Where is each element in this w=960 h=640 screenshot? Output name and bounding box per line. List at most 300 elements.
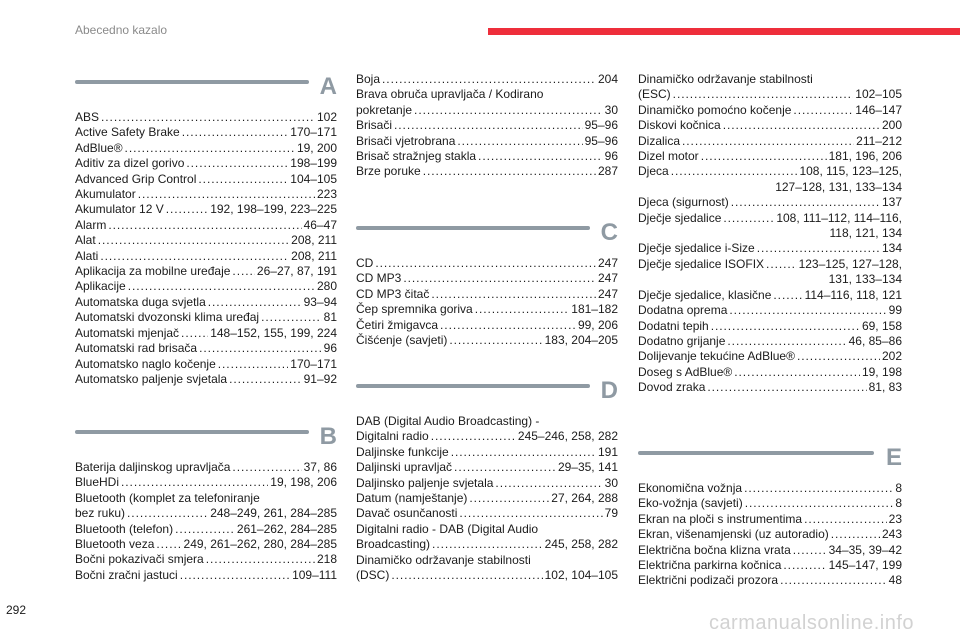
- entry-pages-continued: 118, 121, 134: [829, 226, 902, 241]
- index-entry: [638, 319, 902, 334]
- dot-leader: [451, 445, 596, 460]
- entry-title: Ekran na ploči s instrumentima: [638, 511, 803, 526]
- entry-title: Alarm: [75, 217, 107, 232]
- entry-title: Advanced Grip Control: [75, 171, 197, 186]
- entry-title: Active Safety Brake: [75, 125, 180, 140]
- section-letter: E: [885, 444, 902, 471]
- entry-pages: 211–212: [856, 133, 902, 148]
- index-entry: [356, 333, 618, 348]
- index-entry: [638, 72, 902, 103]
- entry-title: CD MP3: [356, 271, 402, 286]
- index-entry: [356, 491, 618, 506]
- entry-title: Boja: [356, 72, 381, 86]
- index-entry: [75, 279, 337, 294]
- dot-leader: [711, 319, 860, 334]
- entry-pages: 247: [597, 256, 618, 270]
- section-d: [356, 377, 618, 583]
- entry-pages: 145–147, 199: [828, 558, 902, 573]
- index-entry: [356, 302, 618, 317]
- entry-pages: 96: [323, 341, 337, 356]
- dot-leader: [181, 326, 208, 341]
- dot-leader: [793, 103, 853, 118]
- section-letter: D: [600, 377, 618, 404]
- section-b-continued: [356, 72, 618, 180]
- entry-title: Eko-vožnja (savjeti): [638, 496, 743, 511]
- entry-pages: 247: [597, 286, 618, 301]
- entry-pages: 170–171: [290, 125, 337, 140]
- dot-leader: [731, 195, 880, 210]
- section-letter: B: [319, 423, 337, 450]
- entry-title: Broadcasting): [356, 537, 431, 552]
- dot-leader: [744, 481, 893, 496]
- index-entry: [356, 149, 618, 164]
- entry-title: Dinamičko pomoćno kočenje: [638, 102, 792, 117]
- dot-leader: [182, 125, 289, 140]
- index-entry: [638, 543, 902, 558]
- index-entry: [638, 334, 902, 349]
- entry-pages: 200: [881, 118, 902, 133]
- entry-pages: 99, 206: [577, 317, 618, 332]
- dot-leader: [391, 568, 542, 583]
- entry-pages: 202: [881, 349, 902, 364]
- dot-leader: [701, 149, 827, 164]
- index-entry: [356, 271, 618, 286]
- dot-leader: [127, 506, 208, 521]
- entry-pages: 23: [888, 511, 902, 526]
- dot-leader: [218, 357, 289, 372]
- index-entry: [638, 134, 902, 149]
- entry-pages: 104–105: [290, 171, 337, 186]
- entry-pages: 148–152, 155, 199, 224: [210, 325, 337, 340]
- entry-title: Automatski dvozonski klima uređaj: [75, 310, 260, 325]
- entry-title: Automatska duga svjetla: [75, 294, 206, 309]
- entry-title: Digitalni radio: [356, 429, 429, 444]
- entry-title: CD: [356, 256, 374, 270]
- dot-leader: [128, 279, 315, 294]
- entry-title: Dječje sjedalice, klasične: [638, 287, 772, 302]
- entry-pages: 114–116, 118, 121: [804, 287, 902, 302]
- index-entry: [638, 164, 902, 195]
- dot-leader: [682, 134, 854, 149]
- dot-leader: [495, 476, 602, 491]
- dot-leader: [793, 543, 827, 558]
- dot-leader: [457, 134, 582, 149]
- section-letter: C: [600, 219, 618, 246]
- index-entry: [356, 72, 618, 87]
- dot-leader: [98, 233, 289, 248]
- dot-leader: [232, 264, 255, 279]
- entry-pages: 95–96: [584, 118, 618, 133]
- entry-pages: 99: [888, 303, 902, 318]
- dot-leader: [199, 341, 322, 356]
- dot-leader: [394, 118, 583, 133]
- section-a: [75, 73, 337, 387]
- entry-pages: 46–47: [303, 217, 337, 232]
- index-entry: [356, 522, 618, 553]
- dot-leader: [432, 537, 543, 552]
- index-entry: [75, 537, 337, 552]
- entry-title: Davač osunčanosti: [356, 506, 458, 521]
- index-entry: [356, 506, 618, 521]
- entry-title: Dovod zraka: [638, 380, 706, 395]
- entry-title: Dodatni tepih: [638, 318, 709, 333]
- entry-pages: 123–125, 127–128,: [798, 256, 902, 271]
- entry-title: (DSC): [356, 568, 390, 583]
- index-entry: [356, 134, 618, 149]
- entry-pages: 19, 198, 206: [270, 475, 337, 490]
- dot-leader: [100, 249, 289, 264]
- entry-pages: 198–199: [290, 156, 337, 171]
- index-entry: [75, 202, 337, 217]
- index-entry: [75, 172, 337, 187]
- dot-leader: [382, 72, 596, 87]
- entry-title: Daljinski upravljač: [356, 460, 453, 475]
- index-entry: [638, 195, 902, 210]
- index-list: [356, 72, 618, 180]
- entry-title: Daljinsko paljenje svjetala: [356, 475, 494, 490]
- index-entry: [75, 326, 337, 341]
- dot-leader: [423, 164, 596, 179]
- entry-title: Aplikacije: [75, 279, 126, 294]
- index-entry: [638, 481, 902, 496]
- entry-pages: 191: [597, 444, 618, 459]
- index-entry: [356, 460, 618, 475]
- entry-pages: 95–96: [584, 133, 618, 148]
- entry-title: Automatski rad brisača: [75, 341, 198, 356]
- entry-pages: 91–92: [303, 371, 337, 386]
- dot-leader: [797, 349, 880, 364]
- entry-title-line: Digitalni radio - DAB (Digital Audio: [356, 521, 539, 536]
- index-entry: [75, 141, 337, 156]
- entry-pages: 146–147: [855, 102, 902, 117]
- entry-pages-continued: 131, 133–134: [828, 272, 902, 287]
- entry-pages: 81, 83: [868, 380, 902, 395]
- entry-title: BlueHDi: [75, 475, 120, 490]
- entry-pages: 137: [881, 195, 902, 210]
- index-entry: [356, 164, 618, 179]
- index-entry: [638, 573, 902, 588]
- page-number: 292: [6, 603, 27, 617]
- dot-leader: [459, 506, 602, 521]
- entry-title: Djeca: [638, 164, 669, 179]
- header-accent-bar: [488, 28, 960, 35]
- section-e: [638, 444, 902, 589]
- section-letter: A: [319, 73, 337, 100]
- entry-pages: 34–35, 39–42: [828, 542, 902, 557]
- dot-leader: [156, 537, 181, 552]
- index-entry: [75, 522, 337, 537]
- dot-leader: [766, 257, 797, 272]
- dot-leader: [375, 256, 596, 271]
- index-list: [75, 110, 337, 387]
- entry-title-line: DAB (Digital Audio Broadcasting) -: [356, 414, 540, 428]
- entry-pages: 249, 261–262, 280, 284–285: [183, 537, 337, 552]
- index-entry: [75, 568, 337, 583]
- entry-title: Dječje sjedalice: [638, 210, 722, 225]
- entry-title-line: Bluetooth (komplet za telefoniranje: [75, 490, 260, 505]
- index-entry: [356, 318, 618, 333]
- index-entry: [75, 357, 337, 372]
- dot-leader: [449, 333, 542, 348]
- entry-pages: 8: [895, 481, 902, 495]
- entry-pages: 46, 85–86: [848, 333, 902, 348]
- entry-pages: 192, 198–199, 223–225: [210, 202, 337, 217]
- entry-pages: 280: [316, 279, 337, 294]
- entry-pages: 30: [604, 475, 618, 490]
- entry-pages: 243: [881, 527, 902, 542]
- index-entry: [75, 110, 337, 125]
- dot-leader: [403, 271, 596, 286]
- entry-title: Bluetooth (telefon): [75, 521, 174, 536]
- index-entry: [638, 527, 902, 542]
- entry-pages: 81: [323, 310, 337, 325]
- entry-title: pokretanje: [356, 102, 413, 117]
- dot-leader: [723, 211, 774, 226]
- index-entry: [75, 249, 337, 264]
- entry-pages: 69, 158: [861, 318, 902, 333]
- dot-leader: [208, 295, 302, 310]
- entry-title: Automatsko paljenje svjetala: [75, 371, 228, 386]
- entry-title: AdBlue®: [75, 140, 123, 155]
- entry-title: CD MP3 čitač: [356, 286, 430, 301]
- entry-title: Doseg s AdBlue®: [638, 364, 733, 379]
- entry-pages-continued: 127–128, 131, 133–134: [775, 179, 902, 194]
- entry-title: Dizel motor: [638, 149, 699, 164]
- index-entry: [356, 476, 618, 491]
- entry-title: Aplikacija za mobilne uređaje: [75, 264, 231, 279]
- entry-pages: 204: [597, 72, 618, 86]
- dot-leader: [707, 380, 866, 395]
- entry-pages: 218: [316, 552, 337, 567]
- entry-pages: 37, 86: [303, 460, 337, 474]
- index-entry: [638, 496, 902, 511]
- entry-pages: 247: [597, 271, 618, 286]
- entry-title: Ekran, višenamjenski (uz autoradio): [638, 527, 829, 542]
- section-divider: [75, 80, 309, 84]
- dot-leader: [469, 491, 549, 506]
- dot-leader: [431, 429, 516, 444]
- index-entry: [75, 475, 337, 490]
- entry-pages: 181, 196, 206: [828, 149, 902, 164]
- section-header: [356, 377, 618, 414]
- entry-title: Čep spremnika goriva: [356, 302, 473, 317]
- dot-leader: [783, 558, 826, 573]
- index-entry: [638, 303, 902, 318]
- dot-leader: [723, 118, 880, 133]
- entry-title: Dolijevanje tekućine AdBlue®: [638, 349, 795, 364]
- entry-title: Brze poruke: [356, 164, 421, 179]
- dot-leader: [757, 241, 880, 256]
- index-entry: [75, 372, 337, 387]
- entry-title-line: Dinamičko održavanje stabilnosti: [638, 72, 813, 86]
- entry-title: Dodatna oprema: [638, 303, 728, 318]
- dot-leader: [727, 334, 846, 349]
- entry-pages: 102: [316, 110, 337, 124]
- index-entry: [356, 287, 618, 302]
- dot-leader: [673, 87, 854, 102]
- index-entry: [638, 149, 902, 164]
- index-entry: [75, 125, 337, 140]
- index-entry: [356, 414, 618, 445]
- dot-leader: [729, 303, 886, 318]
- entry-pages: 8: [895, 496, 902, 511]
- dot-leader: [734, 365, 860, 380]
- index-entry: [638, 365, 902, 380]
- entry-title: Četiri žmigavca: [356, 317, 439, 332]
- section-header: [75, 423, 337, 460]
- dot-leader: [414, 103, 603, 118]
- entry-pages: 170–171: [290, 356, 337, 371]
- index-entry: [638, 512, 902, 527]
- entry-title: Bočni zračni jastuci: [75, 567, 178, 582]
- dot-leader: [206, 552, 315, 567]
- index-entry: [638, 380, 902, 395]
- dot-leader: [232, 460, 301, 475]
- index-entry: [75, 264, 337, 279]
- entry-title: Dodatno grijanje: [638, 333, 726, 348]
- index-entry: [356, 118, 618, 133]
- entry-pages: 102–105: [855, 87, 902, 102]
- entry-title: Automatski mjenjač: [75, 325, 180, 340]
- entry-pages: 208, 211: [291, 233, 337, 248]
- dot-leader: [138, 187, 315, 202]
- entry-pages: 208, 211: [291, 248, 337, 263]
- dot-leader: [261, 310, 322, 325]
- entry-title: Električna bočna klizna vrata: [638, 542, 791, 557]
- index-entry: [638, 118, 902, 133]
- entry-pages: 261–262, 284–285: [236, 521, 337, 536]
- entry-title: Automatsko naglo kočenje: [75, 356, 216, 371]
- entry-pages: 79: [604, 506, 618, 521]
- section-d-continued: [638, 72, 902, 396]
- entry-title: Daljinske funkcije: [356, 444, 449, 459]
- index-list: [638, 72, 902, 396]
- index-entry: [75, 295, 337, 310]
- index-entry: [75, 233, 337, 248]
- dot-leader: [175, 522, 235, 537]
- index-entry: [638, 103, 902, 118]
- index-entry: [638, 349, 902, 364]
- index-list: [356, 256, 618, 348]
- index-entry: [75, 156, 337, 171]
- dot-leader: [101, 110, 315, 125]
- dot-leader: [831, 527, 880, 542]
- watermark: carmanualsonline.info: [708, 612, 914, 634]
- entry-pages: 183, 204–205: [544, 333, 618, 348]
- dot-leader: [780, 573, 887, 588]
- entry-pages: 181–182: [571, 302, 618, 317]
- entry-title: Brisači vjetrobrana: [356, 133, 456, 148]
- index-list: [356, 414, 618, 583]
- entry-title: Aditiv za dizel gorivo: [75, 156, 185, 171]
- entry-title: Brisač stražnjeg stakla: [356, 149, 477, 164]
- index-entry: [356, 87, 618, 118]
- entry-title: Alati: [75, 248, 99, 263]
- entry-title: Djeca (sigurnost): [638, 195, 729, 210]
- dot-leader: [804, 512, 887, 527]
- entry-title: Električna parkirna kočnica: [638, 558, 782, 573]
- section-c: [356, 219, 618, 348]
- index-entry: [356, 553, 618, 584]
- dot-leader: [121, 475, 268, 490]
- dot-leader: [229, 372, 302, 387]
- entry-title: Čišćenje (savjeti): [356, 333, 448, 348]
- entry-title: Dizalica: [638, 133, 681, 148]
- entry-title: Alat: [75, 233, 96, 248]
- entry-title: Baterija daljinskog upravljača: [75, 460, 231, 474]
- index-entry: [638, 211, 902, 242]
- entry-pages: 102, 104–105: [544, 568, 618, 583]
- dot-leader: [186, 156, 288, 171]
- entry-title: bez ruku): [75, 506, 126, 521]
- entry-pages: 108, 115, 123–125,: [799, 164, 902, 179]
- index-entry: [638, 558, 902, 573]
- section-header: [638, 444, 902, 481]
- entry-pages: 245–246, 258, 282: [517, 429, 618, 444]
- entry-title: Dječje sjedalice ISOFIX: [638, 256, 765, 271]
- dot-leader: [475, 302, 570, 317]
- entry-title: Datum (namještanje): [356, 491, 468, 506]
- entry-pages: 109–111: [292, 567, 337, 582]
- entry-title-line: Dinamičko održavanje stabilnosti: [356, 552, 531, 567]
- dot-leader: [431, 287, 596, 302]
- index-entry: [638, 288, 902, 303]
- entry-title: Električni podizači prozora: [638, 573, 779, 588]
- entry-pages: 108, 111–112, 114–116,: [776, 210, 902, 225]
- index-entry: [75, 491, 337, 522]
- index-list: [638, 481, 902, 589]
- section-header: [356, 219, 618, 256]
- index-entry: [75, 218, 337, 233]
- entry-title: Ekonomična vožnja: [638, 481, 743, 495]
- dot-leader: [108, 218, 301, 233]
- entry-pages: 30: [604, 102, 618, 117]
- dot-leader: [166, 202, 208, 217]
- entry-title: Brisači: [356, 118, 393, 133]
- dot-leader: [773, 288, 802, 303]
- index-entry: [75, 187, 337, 202]
- entry-pages: 29–35, 141: [557, 460, 618, 475]
- entry-title: Akumulator 12 V: [75, 202, 164, 217]
- entry-pages: 248–249, 261, 284–285: [210, 506, 337, 521]
- entry-pages: 48: [888, 573, 902, 588]
- entry-pages: 26–27, 87, 191: [256, 264, 337, 279]
- entry-pages: 19, 198: [861, 364, 902, 379]
- index-entry: [356, 445, 618, 460]
- dot-leader: [440, 318, 576, 333]
- entry-title-line: Brava obruča upravljača / Kodirano: [356, 87, 544, 102]
- section-b: [75, 423, 337, 583]
- index-entry: [356, 256, 618, 271]
- index-list: [75, 460, 337, 583]
- entry-pages: 27, 264, 288: [551, 491, 618, 506]
- entry-pages: 134: [881, 241, 902, 256]
- dot-leader: [125, 141, 295, 156]
- index-entry: [638, 241, 902, 256]
- dot-leader: [454, 460, 556, 475]
- entry-title: Bluetooth veza: [75, 537, 155, 552]
- dot-leader: [478, 149, 603, 164]
- dot-leader: [745, 496, 894, 511]
- entry-title: (ESC): [638, 87, 671, 102]
- header-title: Abecedno kazalo: [75, 23, 168, 37]
- dot-leader: [671, 164, 798, 179]
- entry-pages: 93–94: [303, 294, 337, 309]
- entry-title: Akumulator: [75, 187, 136, 202]
- index-entry: [75, 552, 337, 567]
- index-entry: [75, 341, 337, 356]
- entry-title: ABS: [75, 110, 100, 124]
